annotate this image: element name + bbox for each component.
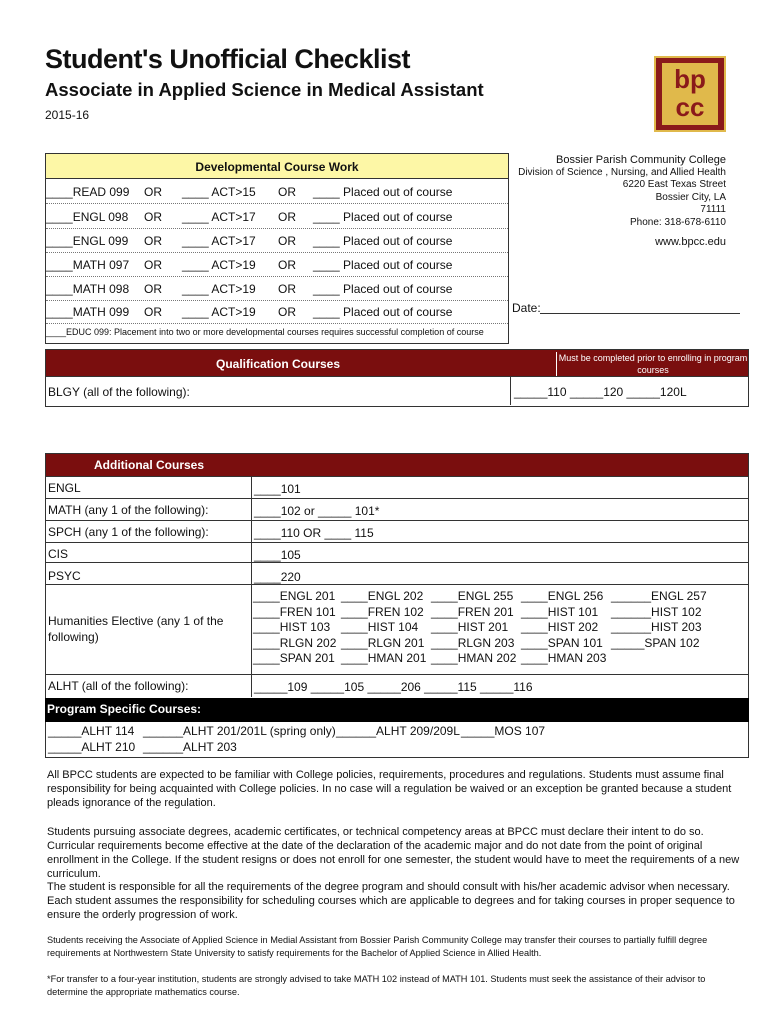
math-footnote: *For transfer to a four-year institution, students are strongly advised to take MATH 102 instead of MATH 101. Students must seek the assistance of their advisor to determine the appropriate mathematics course. <box>47 974 706 997</box>
qualification-heading: Qualification Courses <box>215 357 341 371</box>
additional-row <box>46 543 748 563</box>
college-phone: Phone: 318-678-6110 <box>629 216 726 228</box>
college-zip: 71111 <box>700 204 726 215</box>
additional-row <box>46 521 748 543</box>
developmental-placed[interactable]: ____ Placed out of course <box>313 305 453 319</box>
additional-label: CIS <box>48 547 69 561</box>
date-field[interactable] <box>540 313 740 314</box>
developmental-or2: OR <box>278 234 296 248</box>
developmental-course[interactable]: ____ENGL 098 <box>46 210 129 224</box>
developmental-or1: OR <box>144 234 162 248</box>
additional-value[interactable]: ____101 <box>254 482 301 496</box>
qualification-note: Must be completed prior to enrolling in program courses <box>556 352 749 376</box>
humanities-option[interactable]: ____HIST 201 <box>431 620 509 634</box>
developmental-placed[interactable]: ____ Placed out of course <box>313 258 453 272</box>
logo-text-bottom: cc <box>675 92 705 122</box>
additional-row <box>46 499 748 521</box>
humanities-option[interactable]: ____HIST 202 <box>521 620 599 634</box>
policy-paragraph: Students pursuing associate degrees, academic certificates, or technical competency areas at BPCC must declare their intent to do so. Curricular requirements become effective at the date of the declaration of the academic major and do not date from the point of original enrollment in the College. If the student resigns or does not enroll for one semester, the student would have to meet the requirements of a new curriculum. <box>47 826 740 880</box>
developmental-course[interactable]: ____ENGL 099 <box>46 234 129 248</box>
developmental-row <box>46 253 508 277</box>
developmental-or1: OR <box>144 210 162 224</box>
additional-value[interactable]: ____110 OR ____ 115 <box>254 526 374 540</box>
developmental-row <box>46 229 508 253</box>
additional-row <box>46 477 748 499</box>
developmental-act[interactable]: ____ ACT>19 <box>182 305 256 319</box>
educ-note: ____EDUC 099: Placement into two or more developmental courses requires successful completion of course <box>46 327 484 337</box>
developmental-or1: OR <box>144 305 162 319</box>
logo-text-top: bp <box>674 64 706 94</box>
humanities-option[interactable]: ____HIST 104 <box>341 620 419 634</box>
college-name: Bossier Parish Community College <box>556 154 726 166</box>
alht-label: ALHT (all of the following): <box>48 679 189 693</box>
college-division: Division of Science , Nursing, and Allied Health <box>518 166 726 178</box>
additional-header <box>45 453 749 477</box>
additional-value[interactable]: ____220 <box>254 570 301 584</box>
humanities-option[interactable]: ____HMAN 203 <box>521 651 607 665</box>
additional-label: PSYC <box>48 569 81 583</box>
developmental-or1: OR <box>144 282 162 296</box>
developmental-course[interactable]: ____MATH 097 <box>46 258 130 272</box>
developmental-or2: OR <box>278 258 296 272</box>
additional-label: MATH (any 1 of the following): <box>48 503 209 517</box>
additional-row <box>46 565 748 585</box>
humanities-option[interactable]: ____SPAN 201 <box>253 651 335 665</box>
college-info <box>486 154 726 249</box>
humanities-option[interactable]: ____FREN 102 <box>341 604 424 619</box>
qualification-row <box>45 377 749 407</box>
humanities-option[interactable]: ____RLGN 201 <box>341 635 425 650</box>
developmental-course[interactable]: ____MATH 098 <box>46 282 130 296</box>
additional-value[interactable]: ____105 <box>254 548 301 562</box>
developmental-heading: Developmental Course Work <box>45 153 509 179</box>
college-city: Bossier City, LA <box>655 191 726 203</box>
developmental-act[interactable]: ____ ACT>17 <box>182 210 256 224</box>
humanities-option[interactable]: ____RLGN 202 <box>253 635 337 650</box>
humanities-option[interactable]: ____ENGL 201 <box>253 589 336 603</box>
humanities-option[interactable]: ____SPAN 101 <box>521 635 603 650</box>
college-street: 6220 East Texas Street <box>622 179 726 190</box>
developmental-row <box>46 180 508 204</box>
program-header <box>45 698 749 722</box>
date-label: Date: <box>512 301 541 315</box>
catalog-year: 2015-16 <box>45 108 90 122</box>
qualification-courses[interactable]: _____110 _____120 _____120L <box>514 385 687 399</box>
developmental-or2: OR <box>278 282 296 296</box>
bpcc-logo <box>654 56 726 132</box>
developmental-placed[interactable]: ____ Placed out of course <box>313 185 453 199</box>
humanities-option[interactable]: ____ENGL 202 <box>341 589 424 603</box>
humanities-option[interactable]: ____ENGL 256 <box>521 589 604 603</box>
humanities-option[interactable]: ____HIST 103 <box>253 620 331 634</box>
humanities-option[interactable]: ____HMAN 202 <box>431 651 517 665</box>
developmental-placed[interactable]: ____ Placed out of course <box>313 282 453 296</box>
page-title: Student's Unofficial Checklist <box>45 44 410 74</box>
developmental-act[interactable]: ____ ACT>17 <box>182 234 256 248</box>
developmental-act[interactable]: ____ ACT>15 <box>182 185 256 199</box>
policy-paragraph: All BPCC students are expected to be familiar with College policies, requirements, procedures and regulations. Students must assume final responsibility for being acquainted with College policies. In no case will a regulation be waived or an exception be granted because a student pleads ignorance of the regulation. <box>47 769 732 809</box>
program-course[interactable]: _____MOS 107 <box>461 724 546 738</box>
program-subtitle: Associate in Applied Science in Medical Assistant <box>45 79 484 100</box>
humanities-label: Humanities Elective (any 1 of the following) <box>48 614 224 644</box>
program-course[interactable]: ______ALHT 203 <box>143 740 237 754</box>
program-course[interactable]: ______ALHT 209/209L <box>336 724 460 738</box>
additional-table <box>45 477 749 722</box>
developmental-row <box>46 300 508 324</box>
humanities-option[interactable]: _____SPAN 102 <box>611 635 700 650</box>
developmental-or2: OR <box>278 210 296 224</box>
transfer-paragraph: Students receiving the Associate of Applied Science in Medial Assistant from Bossier Parish Community College may transfer their courses to partially fulfill degree requirements at Northwestern State University to satisfy requirements for the Bachelor of Applied Science in Allied Health. <box>47 935 708 958</box>
developmental-course[interactable]: ____MATH 099 <box>46 305 130 319</box>
humanities-option[interactable]: ____ENGL 255 <box>431 589 514 603</box>
humanities-option[interactable]: ____HIST 101 <box>521 604 599 619</box>
developmental-course[interactable]: ____READ 099 <box>46 185 130 199</box>
qualification-header <box>45 349 749 377</box>
additional-heading: Additional Courses <box>94 458 205 472</box>
humanities-option[interactable]: ______HIST 203 <box>611 620 702 634</box>
humanities-option[interactable]: ____FREN 201 <box>431 604 514 619</box>
program-course[interactable]: ______ALHT 201/201L (spring only) <box>143 724 336 738</box>
developmental-act[interactable]: ____ ACT>19 <box>182 282 256 296</box>
humanities-option[interactable]: ____FREN 101 <box>253 604 336 619</box>
program-course[interactable]: _____ALHT 114 <box>48 724 135 738</box>
humanities-option[interactable]: ______HIST 102 <box>611 604 702 619</box>
program-heading: Program Specific Courses: <box>47 702 202 716</box>
alht-row <box>46 675 748 697</box>
developmental-or1: OR <box>144 258 162 272</box>
additional-value[interactable]: ____102 or _____ 101* <box>254 504 380 518</box>
humanities-option[interactable]: ____RLGN 203 <box>431 635 515 650</box>
qualification-label: BLGY (all of the following): <box>48 385 190 399</box>
developmental-or2: OR <box>278 305 296 319</box>
additional-label: SPCH (any 1 of the following): <box>48 525 209 539</box>
humanities-option[interactable]: ______ENGL 257 <box>611 589 707 603</box>
additional-label: ENGL <box>48 481 81 495</box>
program-box <box>45 722 749 758</box>
college-website[interactable]: www.bpcc.edu <box>655 236 726 248</box>
policy-paragraph: The student is responsible for all the requirements of the degree program and should consult with his/her academic advisor when necessary. Each student assumes the responsibility for scheduling courses which are applicable to degrees and for taking courses in proper sequence to ensure the orderly progression of work. <box>47 881 735 921</box>
developmental-or1: OR <box>144 185 162 199</box>
alht-courses[interactable]: _____109 _____105 _____206 _____115 _____116 <box>254 680 533 694</box>
developmental-row <box>46 205 508 229</box>
developmental-act[interactable]: ____ ACT>19 <box>182 258 256 272</box>
developmental-or2: OR <box>278 185 296 199</box>
developmental-placed[interactable]: ____ Placed out of course <box>313 234 453 248</box>
developmental-row <box>46 277 508 301</box>
humanities-option[interactable]: ____HMAN 201 <box>341 651 427 665</box>
developmental-placed[interactable]: ____ Placed out of course <box>313 210 453 224</box>
program-course[interactable]: _____ALHT 210 <box>48 740 136 754</box>
